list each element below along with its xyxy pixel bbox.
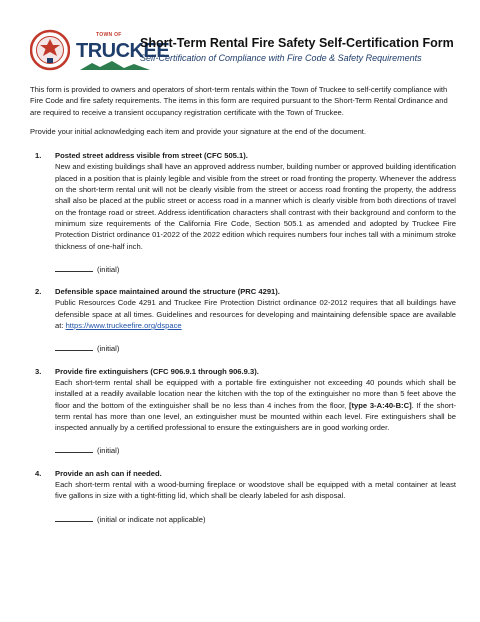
page-header bbox=[30, 26, 460, 78]
initial-label: (initial) bbox=[97, 344, 120, 354]
initial-field[interactable] bbox=[55, 343, 456, 354]
instructions-paragraph: Provide your initial acknowledging each item and provide your signature at the end of the document. bbox=[30, 126, 367, 136]
item-title: Provide fire extinguishers (CFC 906.9.1 through 906.9.3). bbox=[55, 366, 259, 376]
town-of-label: TOWN OF bbox=[96, 32, 122, 38]
item-body-text: Public Resources Code 4291 and Truckee Fire Protection District ordinance 02-2012 requires that all buildings have defensible space at all times. Guidelines and resources for developing and maintaining defensible space are available at: bbox=[55, 298, 456, 331]
item-number: 1. bbox=[35, 151, 42, 161]
extinguisher-type: [type 3-A:40-B:C] bbox=[349, 400, 412, 410]
initial-blank[interactable] bbox=[55, 350, 93, 351]
checklist-item bbox=[30, 468, 456, 525]
checklist-item bbox=[30, 366, 456, 457]
intro-paragraph: This form is provided to owners and operators of short-term rentals within the Town of Truckee to self-certify compliance with Fire Code and fire safety requirements. The items in this form are required pursuant to the Short-Term Rental Ordinance and are required to receive a transient occupancy registration certificate with the Town of Truckee. bbox=[30, 85, 448, 117]
initial-field[interactable] bbox=[55, 264, 456, 275]
initial-label: (initial) bbox=[97, 446, 120, 456]
item-body-text: Each short-term rental shall be equipped with a portable fire extinguisher not exceeding 40 pounds which shall be installed at a readily available location near the kitchen with the top of the extinguisher no more than 5 feet above the floor and the bottom of the extinguisher shall be no less than 4 inches from the floor, bbox=[55, 377, 456, 410]
initial-field[interactable] bbox=[55, 445, 456, 456]
item-number: 3. bbox=[35, 366, 42, 376]
fire-department-logo bbox=[30, 28, 70, 72]
initial-blank[interactable] bbox=[55, 521, 93, 522]
item-body bbox=[55, 377, 456, 433]
page-title: Short-Term Rental Fire Safety Self-Certification Form bbox=[140, 36, 454, 50]
item-body: Each short-term rental with a wood-burning fireplace or woodstove shall be equipped with a metal container at least five gallons in size with a tight-fitting lid, which shall be clearly labeled for ash disposal. bbox=[55, 480, 456, 501]
initial-label: (initial or indicate not applicable) bbox=[97, 514, 206, 524]
item-body bbox=[55, 297, 456, 331]
town-name: TRUCKEE bbox=[76, 40, 170, 62]
initial-field[interactable] bbox=[55, 514, 456, 525]
item-title: Provide an ash can if needed. bbox=[55, 468, 162, 478]
item-number: 2. bbox=[35, 287, 42, 297]
item-title: Defensible space maintained around the structure (PRC 4291). bbox=[55, 287, 280, 297]
defensible-space-link[interactable]: https://www.truckeefire.org/dspace bbox=[65, 321, 182, 331]
form-content bbox=[30, 84, 456, 536]
initial-blank[interactable] bbox=[55, 452, 93, 453]
checklist-item bbox=[30, 150, 456, 275]
item-title: Posted street address visible from street (CFC 505.1). bbox=[55, 151, 248, 161]
checklist-item bbox=[30, 286, 456, 354]
initial-label: (initial) bbox=[97, 264, 120, 274]
item-number: 4. bbox=[35, 468, 42, 478]
item-body-text-end: . If the short-term rental has more than one level, an extinguisher must be mounted within each level. Fire extinguishers shall be inspected annually by a certified professional to ensure the extinguishers are in good working order. bbox=[55, 400, 456, 433]
item-body: New and existing buildings shall have an approved address number, building number or approved building identification placed in a position that is plainly legible and visible from the street or road fronting the property. Whenever the address on the short-term rental unit will not be clearly visible from the street or access road fronting the property, the address shall also be placed at the public street or access road in a manner which is clearly visible from both directions of travel on the frontage road or street. Address identification characters shall contrast with their background and conform to the minimum size requirements of the California Fire Code, Section 505.1 as amended and adopted by Truckee Fire Protection District ordinance 01-2022 of the 2022 edition which requires numbers four inches tall with a minimum stroke thickness of one-half inch. bbox=[55, 162, 456, 251]
page-subtitle: Self-Certification of Compliance with Fire Code & Safety Requirements bbox=[140, 53, 422, 63]
initial-blank[interactable] bbox=[55, 271, 93, 272]
